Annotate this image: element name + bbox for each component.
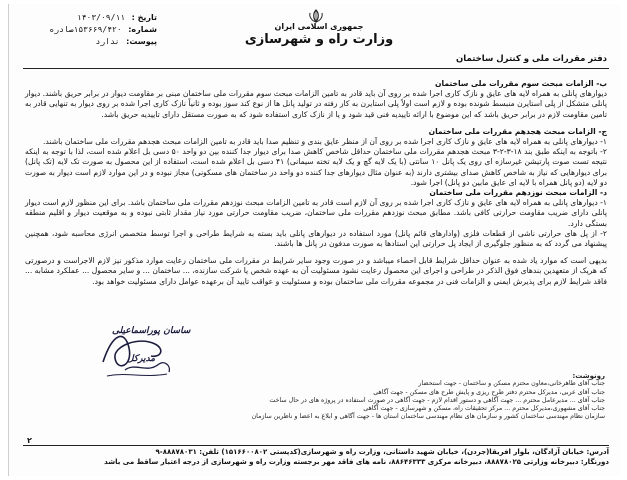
letter-body [25, 79, 607, 287]
number-row [27, 24, 157, 35]
date-row [27, 12, 157, 23]
recipient-line: جناب آقای طاهرخانی،معاون محترم مسکن و ساختمان - جهت استحضار [418, 380, 605, 388]
recipients-list [29, 372, 605, 422]
ministry-title: وزارت راه و شهرسازی [244, 32, 394, 47]
date-label: تاریخ : [131, 13, 157, 22]
iran-emblem-icon [306, 9, 326, 23]
attachment-label: پیوست: [126, 37, 157, 46]
section-b-text: دیوارهای پانلی به همراه لایه های عایق و نازک کاری اجرا شده بر روی آن باید قادر به تامین الزامات مبحث سوم مقررات ملی ساختمان مبنی بر مقاومت دیوار در برابر حریق باشند. دیوار پانلی متشکل از پلی استایرن منبسط شونده بوده و لازم است اولاً پلی استایرن به کار رفته در تولید پانل ها از نوع کند سوز بوده و ثانیاً نازک کاری اجرا شده بر روی دیوار به تنهایی قادر به تامین مقاومت لازم در برابر حریق باشد که این موضوع با ارائه تاییدیه فنی قید شود و یا از نازک کاری استفاده شود که به صورت مستقل دارای تاییدیه حریق باشد. [25, 89, 607, 119]
footer-address: آدرس: خیابان آزادگان، بلوار افریقا(جردن)، خیابان شهید داستانی، وزارت راه و شهرسازی(کدپستی ۱۵۱۶۶۰۰۸۰۲) تلفن: ۸۸۸۷۸۰۳۱-۹ [155, 448, 609, 456]
signatory-title: مدیرکل [127, 354, 156, 364]
header-divider [23, 68, 609, 69]
government-title: جمهوری اسلامی ایران [274, 22, 364, 31]
attachment-row [27, 36, 157, 47]
section-d-heading: د- الزامات مبحث نوزدهم مقررات ملی ساختمان [429, 188, 607, 198]
date-value: ۱۴۰۳/۰۹/۱۱ [76, 13, 126, 22]
attachment-value: ندارد [95, 37, 120, 46]
recipients-title: رونوشت: [572, 372, 605, 380]
number-value: ۱۵۳۶۶۹/۴۲۰صادره [49, 25, 122, 34]
number-label: شماره: [128, 25, 157, 34]
office-title: دفتر مقررات ملی و کنترل ساختمان [456, 54, 607, 64]
signatory-name: ساسان پوراسماعیلی [112, 326, 191, 336]
closing-paragraph: بدیهی است که موارد یاد شده به عنوان حداقل شرایط قابل احصاء میباشد و در صورت وجود سایر شرایط در مقررات ملی ساختمان رعایت موارد مذکور نیز لازم الاجراست و درصورتی که هریک از متعهدین بندهای فوق الذکر در طراحی و اجرای این محصول رعایت نشود مسئولیت آن به عهده شخص یا شرکت سازنده، ... ساختمان ... و سایر محصول ... عملکرد مشابه ... فاقد شرایط لازم برای پذیرش ایمنی و الزامات فنی در مجموعه مقررات ملی ساختمان بوده و مسئولیت و عواقب تایید آن برعهده عوامل دارای مسئولیت خواهد بود. [25, 256, 607, 286]
footer-fax: دورنگار: دبیرخانه وزارتی ۸۸۸۷۸۰۲۵، دبیرخانه مرکزی ۸۸۶۴۶۳۳۳، نامه های فاقد مهر برجسته وزارت راه و شهرسازی از درجه اعتبار ساقط می باشد [104, 457, 609, 466]
recipient-line: جناب آقای ... مدیرعامل محترم ... جهت آگاهی و دستور اقدام لازم - جهت آگاهی در صورت استفاده در پروژه های در حال ساخت [269, 396, 605, 404]
letter-footer [23, 445, 609, 467]
section-d2-text: ۲- از پل های حرارتی ناشی از قطعات فلزی (وادارهای قائم پانل) مورد استفاده در دیوارهای پانلی باید بسته به شرایط طراحی و اجرا توسط متخصص انرژی محاسبه شود، همچنین پیشنهاد می گردد که به منظور جلوگیری از ایجاد پل حرارتی این استادها به صورت مدفون در پانل ها باشند. [25, 228, 607, 249]
section-b-heading: ب- الزامات مبحث سوم مقررات ملی ساختمان [434, 79, 607, 88]
section-c-heading: ج- الزامات مبحث هجدهم مقررات ملی ساختمان [428, 126, 607, 136]
section-d1-text: ۱- دیوارهای پانلی به همراه لایه های عایق و نازک کاری اجرا شده بر روی آن لازم است قادر به تامین الزامات مبحث نوزدهم مقررات ملی ساختمان باشد. برای این منظور لازم است دیوار پانلی دارای ضریب مقاومت حرارتی کافی باشد. مطابق مبحث نوزدهم مقررات ملی ساختمان، ضریب مقاومت حرارتی مورد نیاز مقدار ثابتی نبوده و به موقعیت دیوار و اقلیم منطقه بستگی دارد. [25, 198, 607, 228]
page-number: ۲ [27, 436, 32, 445]
letter-page [8, 4, 621, 476]
section-c1-text: ۱- دیوارهای پانلی به همراه لایه های عایق و نازک کاری اجرا شده بر روی آن از منظر عایق بندی و تنظیم صدا باید قادر به تامین الزامات مبحث هجدهم مقررات ملی ساختمان باشند. [43, 137, 607, 147]
recipient-line: جناب آقای مشهوری،مدیرکل محترم ... مرکز تحقیقات راه، مسکن و شهرسازی - جهت آگاهی [363, 405, 605, 413]
recipient-line: جناب آقای عربی، مدیرکل محترم دفتر طرح ریزی و پایش طرح های مسکن - جهت آگاهی [373, 388, 605, 396]
recipient-line: سازمان نظام مهندسی ساختمان کشور و سازمان های نظام مهندسی ساختمان استان ها - جهت آگاهی و ابلاغ به اعضا و ناظرین سازمان [251, 413, 605, 421]
section-c2-text: ۲- باتوجه به اینکه طبق بند ۱۸-۳-۲-۳ مبحث هجدهم مقررات ملی ساختمان حداقل شاخص کاهش صدا برای دیوار جدا کننده بین دو واحد ۵۰ دسی بل اعلام شده است، لذا با توجه به اینکه نتیجه تست صوت پارتیشن غیرسازه ای روی یک پانل ۱۰ سانتی (با یک لایه گچ و یک لایه تخته سیمانی) ۴۱ دسی بل اعلام شده است، استفاده از این محصول به صورت تک لایه (تک پانل) برای دیوارهایی که نیاز به شاخص کاهش صدای بیشتری دارند (به عنوان مثال دیوارهای جدا کننده دو واحد در ساختمان های مسکونی) مجاز نبوده و در این موارد لازم است دیوار به صورت دو لایه (دو پانل همراه با لایه ای عایق مابین دو پانل) اجرا شود. [25, 147, 607, 187]
